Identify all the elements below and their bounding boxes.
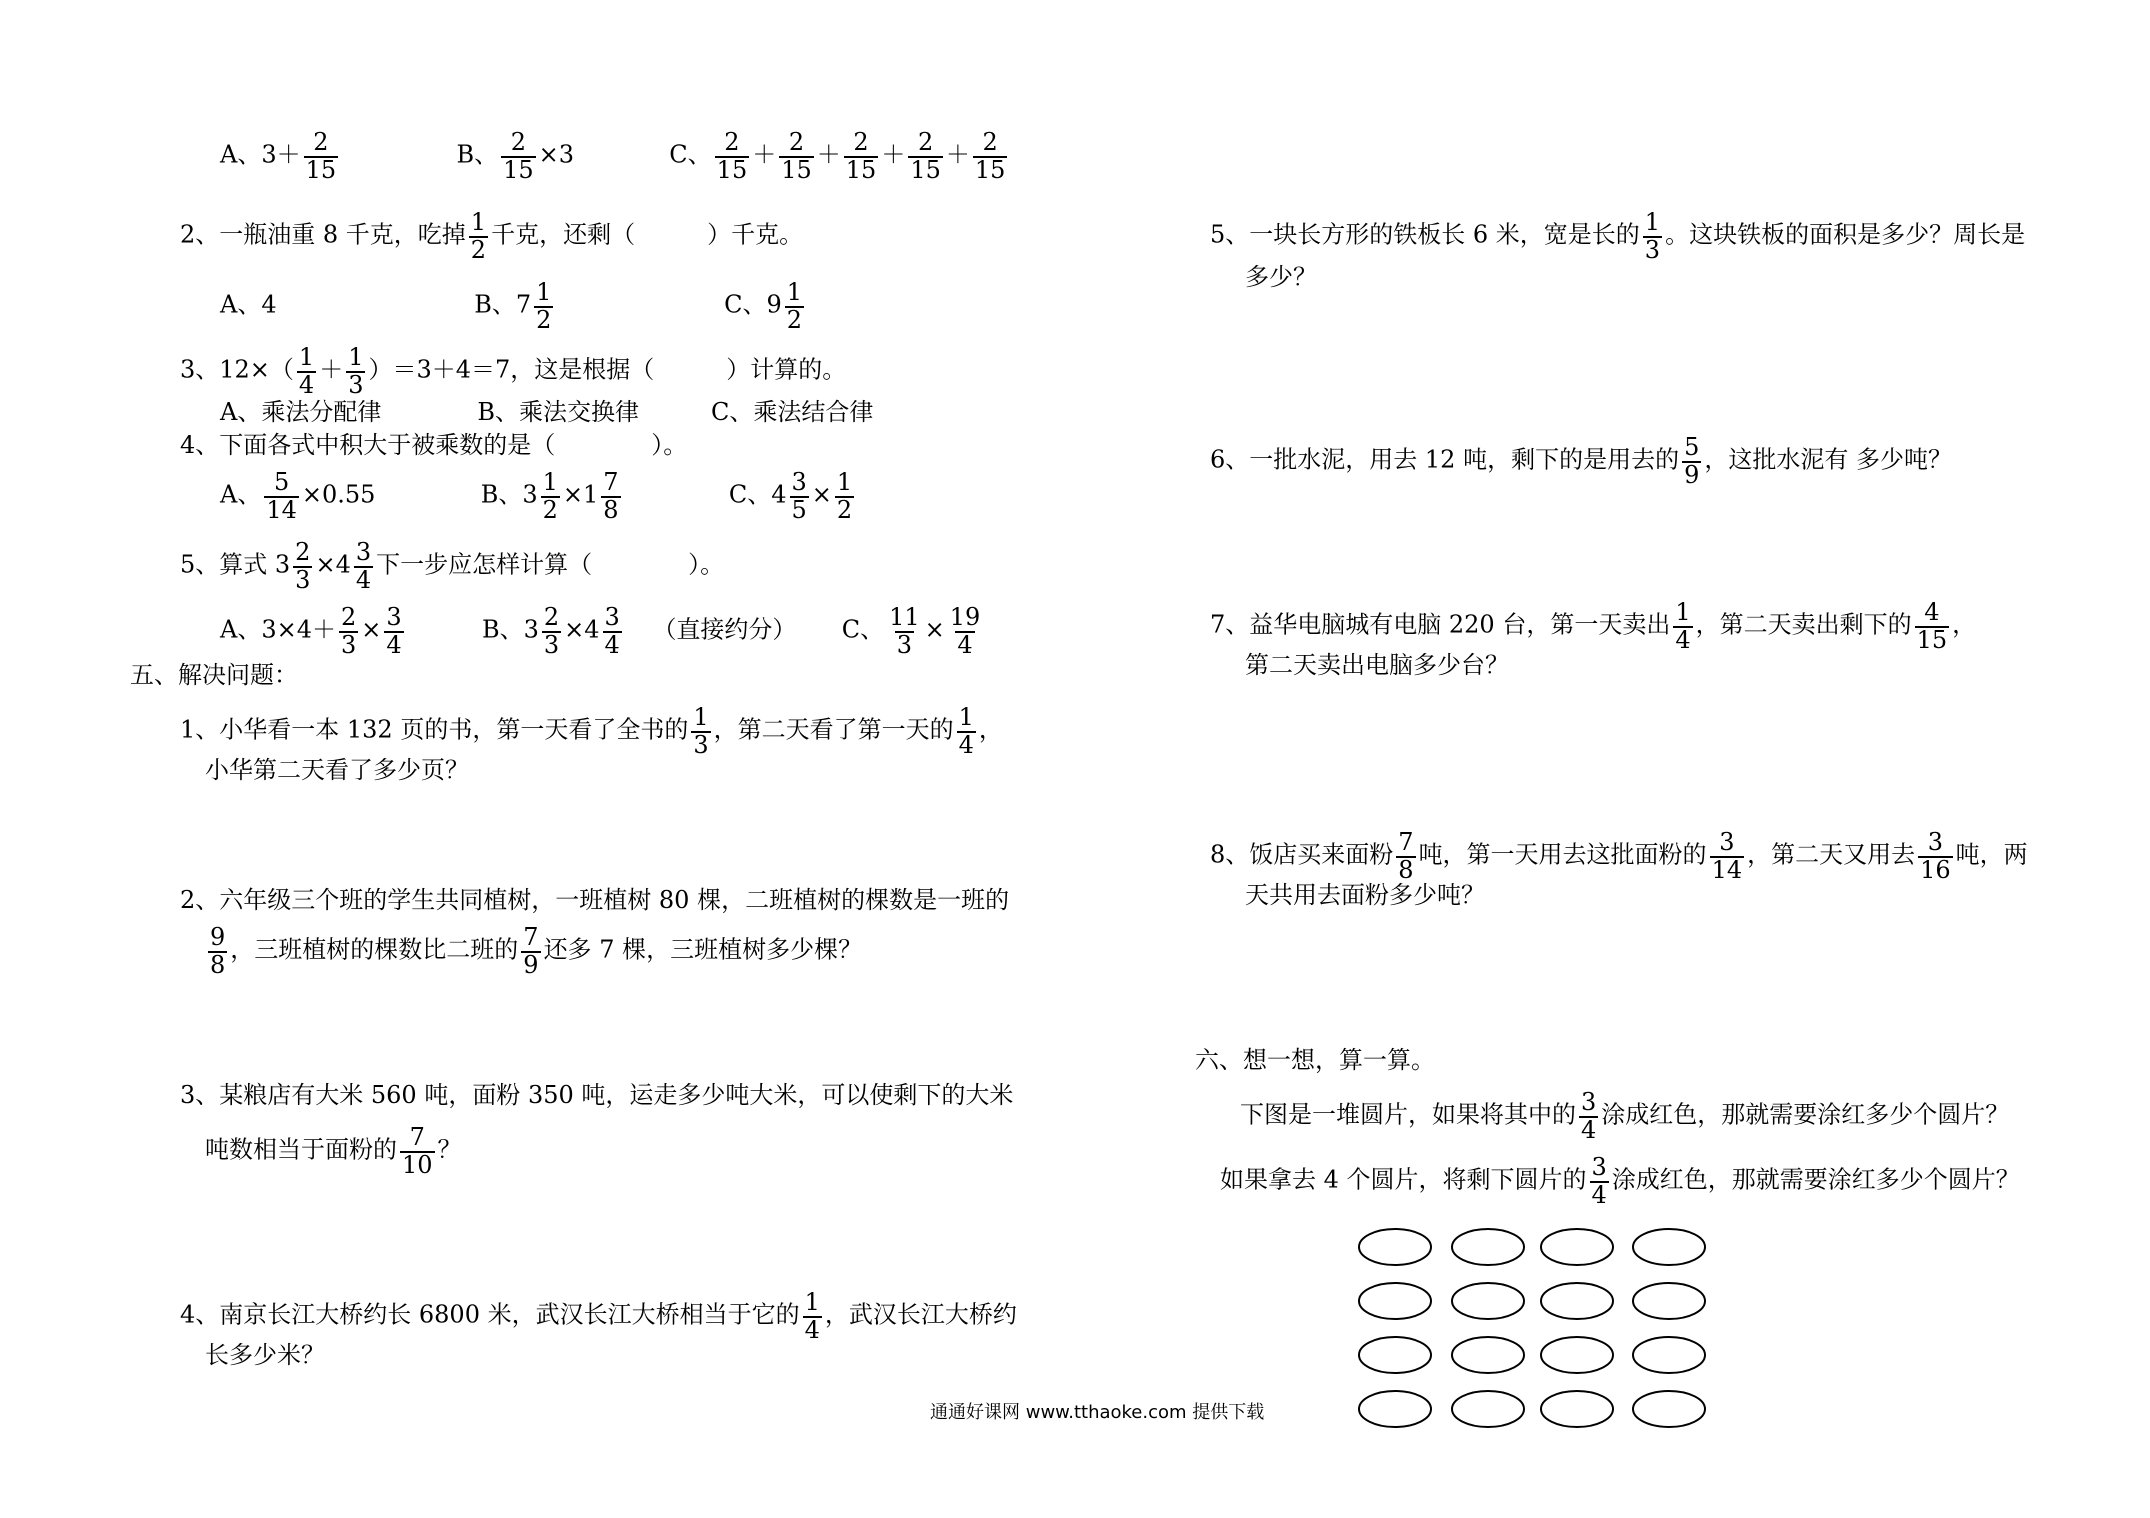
circle-piece <box>1633 1229 1705 1265</box>
problem-3-line-2: 吨数相当于面粉的 $\frac{7}{10}$ ？ <box>205 1123 462 1179</box>
problem-4-line-2: 长多少米？ <box>205 1341 325 1369</box>
circle-piece <box>1633 1337 1705 1373</box>
section-6-line-2: 如果拿去 4 个圆片，将剩下圆片的 $\frac{3}{4}$ 涂成红色，那就需要涂红多少个圆片？ <box>1220 1153 2020 1209</box>
circle-piece <box>1541 1283 1613 1319</box>
question-3: 3、12×（ $\frac{1}{4}$ ＋ $\frac{1}{3}$ ）＝3＋4＝7，这是根据（ ）计算的。 <box>180 343 847 399</box>
section-6-line-1: 下图是一堆圆片，如果将其中的 $\frac{3}{4}$ 涂成红色，那就需要涂红多少个圆片？ <box>1240 1088 2010 1144</box>
circle-piece <box>1452 1229 1524 1265</box>
q1-options: A、3＋ $\frac{2}{15}$ B、 $\frac{2}{15}$ ×3 C、 $\frac{2}{15}$ ＋ $\frac{2}{15}$ ＋ $\frac{2}{15}$ ＋ $\frac{2}{15}$ ＋ $\frac{2}{15}$ <box>220 128 1006 184</box>
circle-piece <box>1541 1229 1613 1265</box>
question-4: 4、下面各式中积大于被乘数的是（ ）。 <box>180 431 688 459</box>
problem-7-line-2: 第二天卖出电脑多少台？ <box>1245 651 1509 679</box>
question-5-options: A、3×4＋ $\frac{2}{3}$ × $\frac{3}{4}$ B、3 $\frac{2}{3}$ ×4 $\frac{3}{4}$ （直接约分） C、 $\frac{11}{3}$ × $\frac{19}{4}$ <box>220 603 981 659</box>
fraction: $\frac{2}{15}$ <box>305 128 337 184</box>
circle-piece <box>1359 1229 1431 1265</box>
section-5-title: 五、解决问题： <box>130 661 298 689</box>
circle-piece <box>1633 1283 1705 1319</box>
circle-pieces-figure <box>1340 1225 1730 1445</box>
problem-2-line-2: $\frac{9}{8}$ ，三班植树的棵数比二班的 $\frac{7}{9}$ 还多 7 棵，三班植树多少棵？ <box>210 923 863 979</box>
question-2: 2、一瓶油重 8 千克，吃掉 $\frac{1}{2}$ 千克，还剩（ ）千克。 <box>180 208 804 264</box>
question-3-options: A、乘法分配律 B、乘法交换律 C、乘法结合律 <box>220 398 874 426</box>
question-2-options: A、4 B、7 $\frac{1}{2}$ C、9 $\frac{1}{2}$ <box>220 278 802 334</box>
circle-piece <box>1541 1337 1613 1373</box>
problem-4: 4、南京长江大桥约长 6800 米，武汉长江大桥相当于它的 $\frac{1}{4}$ ，武汉长江大桥约 <box>180 1288 1017 1344</box>
circle-piece <box>1359 1391 1431 1427</box>
circle-piece <box>1541 1391 1613 1427</box>
question-5: 5、算式 3 $\frac{2}{3}$ ×4 $\frac{3}{4}$ 下一步应怎样计算（ ）。 <box>180 538 725 594</box>
problem-1-line-2: 小华第二天看了多少页？ <box>205 756 469 784</box>
problem-8: 8、饭店买来面粉 $\frac{7}{8}$ 吨，第一天用去这批面粉的 $\frac{3}{14}$ ，第二天又用去 $\frac{3}{16}$ 吨，两 <box>1210 828 2028 884</box>
problem-5: 5、一块长方形的铁板长 6 米，宽是长的 $\frac{1}{3}$ 。这块铁板的面积是多少？周长是 <box>1210 208 2026 264</box>
circle-piece <box>1452 1391 1524 1427</box>
problem-7: 7、益华电脑城有电脑 220 台，第一天卖出 $\frac{1}{4}$ ，第二天卖出剩下的 $\frac{4}{15}$ ， <box>1210 598 1977 654</box>
problem-6: 6、一批水泥，用去 12 吨，剩下的是用去的 $\frac{5}{9}$ ，这批水泥有 多少吨？ <box>1210 433 1952 489</box>
problem-5-line-2: 多少？ <box>1245 263 1317 291</box>
problem-3: 3、某粮店有大米 560 吨，面粉 350 吨，运走多少吨大米，可以使剩下的大米 <box>180 1081 1014 1109</box>
footer-source: 通通好课网 www.tthaoke.com 提供下载 <box>930 1402 1265 1423</box>
circle-piece <box>1452 1283 1524 1319</box>
problem-8-line-2: 天共用去面粉多少吨？ <box>1245 881 1485 909</box>
question-4-options: A、 $\frac{5}{14}$ ×0.55 B、3 $\frac{1}{2}$ ×1 $\frac{7}{8}$ C、4 $\frac{3}{5}$ × $\frac{1}{2}$ <box>220 468 853 524</box>
problem-2: 2、六年级三个班的学生共同植树，一班植树 80 棵，二班植树的棵数是一班的 <box>180 886 1010 914</box>
section-6-title: 六、想一想，算一算。 <box>1195 1046 1435 1074</box>
circle-piece <box>1452 1337 1524 1373</box>
circle-piece <box>1359 1337 1431 1373</box>
circle-piece <box>1359 1283 1431 1319</box>
circle-piece <box>1633 1391 1705 1427</box>
problem-1: 1、小华看一本 132 页的书，第一天看了全书的 $\frac{1}{3}$ ，第二天看了第一天的 $\frac{1}{4}$ ， <box>180 703 1003 759</box>
